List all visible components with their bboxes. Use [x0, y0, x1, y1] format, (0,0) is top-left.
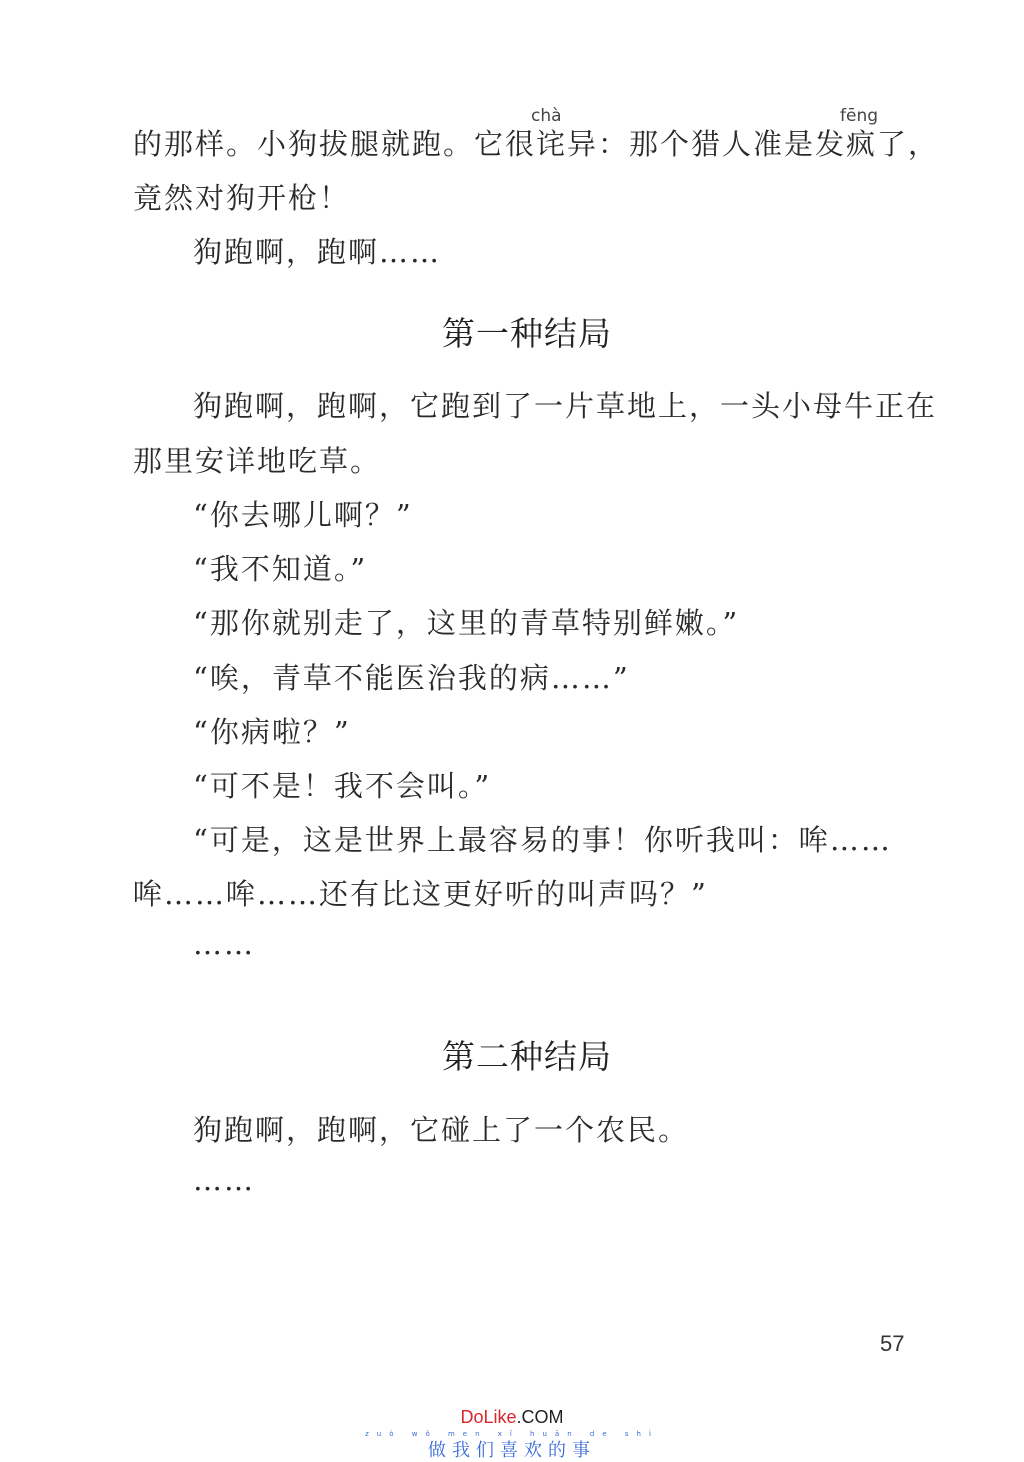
watermark-brand-red: DoLike: [460, 1407, 517, 1427]
pinyin-annotation-feng: fēng: [840, 106, 879, 126]
dialogue-line: 哞……哞……还有比这更好听的叫声吗？”: [133, 877, 708, 911]
watermark-brand-dark: .COM: [516, 1407, 564, 1427]
section-heading-ending-1: 第一种结局: [442, 314, 612, 353]
pinyin-annotation-cha: chà: [531, 106, 562, 126]
dialogue-line: “可是，这是世界上最容易的事！你听我叫：哞……: [193, 823, 892, 857]
ellipsis-line: ……: [193, 1163, 255, 1197]
text-line: 狗跑啊，跑啊……: [193, 235, 442, 269]
text-line: 狗跑啊，跑啊，它跑到了一片草地上，一头小母牛正在: [193, 389, 938, 423]
dialogue-line: “唉，青草不能医治我的病……”: [193, 661, 630, 695]
dialogue-line: “我不知道。”: [193, 552, 368, 586]
page-number: 57: [880, 1331, 905, 1356]
watermark-pinyin: zuò wǒ men xǐ huān de shì: [365, 1430, 659, 1438]
dialogue-line: “那你就别走了，这里的青草特别鲜嫩。”: [193, 606, 740, 640]
text-line: 竟然对狗开枪！: [133, 181, 351, 215]
text-line: 狗跑啊，跑啊，它碰上了一个农民。: [193, 1113, 690, 1147]
dialogue-line: “你去哪儿啊？”: [193, 498, 413, 532]
ellipsis-line: ……: [193, 927, 255, 961]
text-line: 那里安详地吃草。: [133, 444, 382, 478]
section-heading-ending-2: 第二种结局: [442, 1037, 612, 1076]
dialogue-line: “你病啦？”: [193, 715, 351, 749]
watermark-slogan: 做我们喜欢的事: [428, 1440, 596, 1461]
text-line: 的那样。小狗拔腿就跑。它很诧异：那个猎人准是发疯了，: [133, 127, 940, 161]
watermark-logo: [0, 1407, 1024, 1428]
dialogue-line: “可不是！我不会叫。”: [193, 769, 492, 803]
